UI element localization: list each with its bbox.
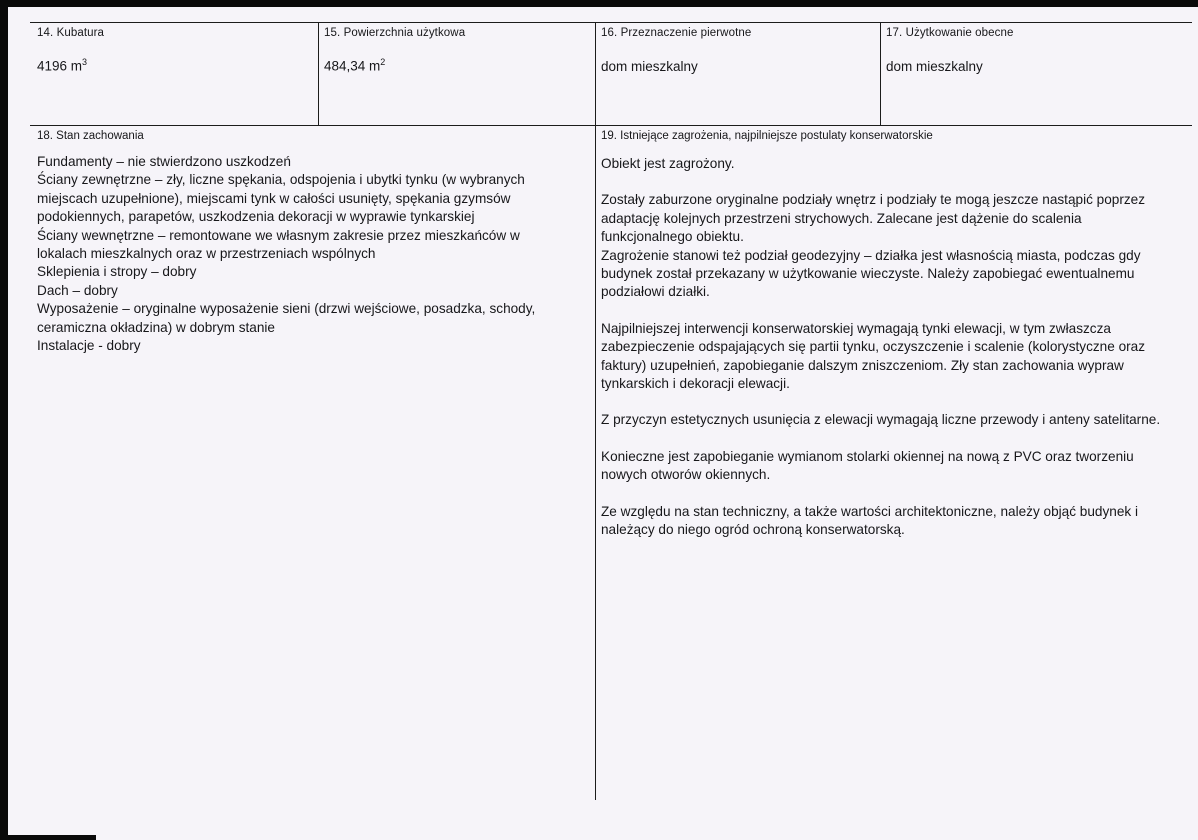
field-16-label: 16. Przeznaczenie pierwotne (601, 27, 752, 39)
field-16-value: dom mieszkalny (601, 59, 698, 74)
condition-line: Dach – dobry (37, 282, 118, 298)
table-top-border (30, 22, 1192, 23)
field-15-unit-superscript: 2 (380, 57, 386, 67)
field-17-value: dom mieszkalny (886, 59, 983, 74)
condition-line: Instalacje - dobry (37, 338, 141, 354)
field-15-value: 484,34 $m^2$ (324, 57, 386, 74)
field-14-unit-superscript: 3 (82, 57, 88, 67)
condition-line: Ściany wewnętrzne – remontowane we własnym zakresie przez mieszkańców w lokalach mieszkalnych oraz w przestrzeniach wspólnych (37, 227, 520, 262)
threat-paragraph: Konieczne jest zapobieganie wymianom stolarki okiennej na nową z PVC oraz tworzeniu nowych otworów okiennych. (601, 448, 1134, 483)
threat-paragraph: Zagrożenie stanowi też podział geodezyjny – działka jest własnością miasta, podczas gdy budynek został przekazany w użytkowanie wieczyste. Należy zapobiegać ewentualnemu podziałowi działki. (601, 247, 1141, 300)
threat-paragraph: Zostały zaburzone oryginalne podziały wnętrz i podziały te mogą jeszcze nastąpić poprzez adaptację kolejnych przestrzeni strychowych. Zalecane jest dążenie do scalenia funkcjonalnego obiektu. (601, 192, 1146, 245)
threat-paragraph: Z przyczyn estetycznych usunięcia z elewacji wymagają liczne przewody i anteny satelitarne. (601, 412, 1161, 428)
divider-16-17 (880, 22, 881, 125)
table-mid-border (30, 125, 1192, 126)
condition-line: Sklepienia i stropy – dobry (37, 264, 197, 280)
condition-line: Wyposażenie – oryginalne wyposażenie sieni (drzwi wejściowe, posadzka, schody, ceramiczna okładzina) w dobrym stanie (37, 301, 536, 335)
threat-paragraph: Obiekt jest zagrożony. (601, 156, 735, 171)
condition-line: Ściany zewnętrzne – zły, liczne spękania, odspojenia i ubytki tynku (w wybranych miejscach uzupełnione), miejscami tynk w całości usunięty, spękania gzymsów podokiennych, parapetów, uszkodzenia dekoracji w wyprawie tynkarskiej (37, 172, 525, 225)
scan-edge-top (0, 0, 1198, 7)
field-14-value: 4196 $m^3$ (37, 57, 88, 74)
threat-paragraph: Ze względu na stan techniczny, a także wartości architektoniczne, należy objąć budynek i należący do niego ogród ochroną konserwatorską. (601, 503, 1138, 538)
field-19-body (601, 155, 1163, 558)
field-14-label: 14. Kubatura (37, 27, 105, 39)
field-17-label: 17. Użytkowanie obecne (886, 27, 1014, 39)
field-19-label: 19. Istniejące zagrożenia, najpilniejsze postulaty konserwatorskie (601, 130, 933, 142)
field-17-uzytkowanie (886, 27, 1186, 74)
scan-edge-bottom (0, 835, 96, 840)
field-18-body (37, 153, 565, 355)
divider-14-15 (318, 22, 319, 125)
condition-line: Fundamenty – nie stwierdzono uszkodzeń (37, 154, 291, 169)
field-14-kubatura (37, 27, 307, 74)
threat-paragraph: Najpilniejszej interwencji konserwatorskiej wymagają tynki elewacji, w tym zwłaszcza zabezpieczenie odspajających się partii tynku, oczyszczenie i scalenie (kolorystyczne oraz faktury) uzupełnień, zapobieganie dalszym zniszczeniom. Zły stan zachowania wypraw tynkarskich i dekoracji elewacji. (601, 320, 1146, 392)
scan-edge-left (0, 0, 8, 840)
field-15-powierzchnia (324, 27, 584, 74)
field-18-label: 18. Stan zachowania (37, 130, 144, 142)
field-15-label: 15. Powierzchnia użytkowa (324, 27, 466, 39)
field-16-przeznaczenie (601, 27, 869, 74)
divider-center-column (595, 22, 596, 800)
